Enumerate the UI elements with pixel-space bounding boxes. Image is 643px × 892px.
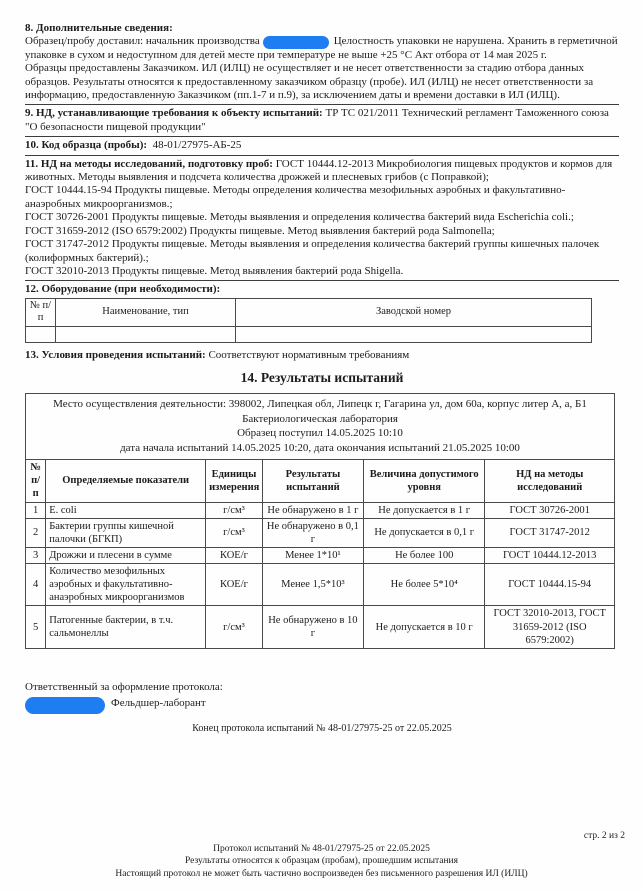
sample-code: 48-01/27975-АБ-25 <box>152 139 242 152</box>
equipment-col-serial: Заводской номер <box>236 298 592 326</box>
section-13-label: 13. Условия проведения испытаний: <box>25 348 206 361</box>
divider <box>25 155 619 156</box>
section-8-delivery-paragraph: Образец/пробу доставил: начальник производства Целостность упаковки не нарушена. Хранить в герметичной упаковке в сухом и недоступном для детей месте при температуре не выше +25 °C Акт отбора от 14 мая 2025 г. <box>25 35 618 61</box>
col-header-unit: Единицы измерения <box>206 460 263 502</box>
signer-role: Фельдшер-лаборант <box>111 697 206 710</box>
col-header-allowed: Величина допустимого уровня <box>363 460 484 502</box>
divider <box>25 280 619 281</box>
section-8 <box>25 22 619 102</box>
laboratory-name: Бактериологическая лаборатория <box>242 412 398 425</box>
section-13-value: Соответствуют нормативным требованиям <box>208 348 410 361</box>
section-13 <box>25 349 619 362</box>
results-table <box>25 393 615 649</box>
method-item: 11. НД на методы исследований, подготовку проб: ГОСТ 10444.12-2013 Микробиология пищевых продуктов и кормов для животных. Методы выявления и подсчета количества дрожжей и плесневых грибов (с Поправкой); <box>25 157 613 184</box>
section-10 <box>25 139 619 152</box>
col-header-result: Результаты испытаний <box>262 460 363 502</box>
signature-row <box>25 697 619 710</box>
footer-protocol-line: Протокол испытаний № 48-01/27975-25 от 22.05.2025 <box>213 843 430 854</box>
protocol-end-line: Конец протокола испытаний № 48-01/27975-25 от 22.05.2025 <box>192 722 452 734</box>
col-header-num: № п/п <box>26 460 46 502</box>
results-info-cell <box>26 393 615 459</box>
method-item: ГОСТ 10444.15-94 Продукты пищевые. Методы определения количества мезофильных аэробных и факультативно-анаэробных микроорганизмов.; <box>25 184 566 210</box>
signature-label: Ответственный за оформление протокола: <box>25 680 223 693</box>
section-12 <box>25 283 619 343</box>
sample-received: Образец поступил 14.05.2025 10:10 <box>237 427 403 440</box>
section-9-value: ТР ТС 021/2011 Технический регламент Таможенного союза "О безопасности пищевой продукции" <box>25 107 609 133</box>
table-row: 2 Бактерии группы кишечной палочки (БГКП) г/см³ Не обнаружено в 0,1 г Не допускается в 0,1 г ГОСТ 31747-2012 <box>26 518 615 547</box>
equipment-col-num: № п/п <box>26 298 56 326</box>
results-title: 14. Результаты испытаний <box>240 370 404 386</box>
method-item: ГОСТ 30726-2001 Продукты пищевые. Методы выявления и определения количества бактерий вида Escherichia coli.; <box>25 211 574 224</box>
page-number: стр. 2 из 2 <box>583 830 625 841</box>
equipment-col-name: Наименование, тип <box>56 298 236 326</box>
section-8-disclaimer: Образцы предоставлены Заказчиком. ИЛ (ИЛЦ) не осуществляет и не несет ответственности за стадию отбора данных образцов. Результаты относятся к предоставленному заказчиком образцу (пробе). ИЛ (ИЛЦ) не несет ответственности за информацию, предоставленную Заказчиком (пп.1-7 и п.9), за исключением даты и времени доставки в ИЛ (ИЛЦ). <box>25 62 594 102</box>
signature-block <box>25 681 619 711</box>
method-item: ГОСТ 31659-2012 (ISO 6579:2002) Продукты пищевые. Метод выявления бактерий рода Salmonella; <box>25 224 495 237</box>
redaction-box-deliverer <box>263 36 329 49</box>
equipment-header-row <box>26 298 592 326</box>
equipment-table <box>25 298 592 343</box>
activity-place: Место осуществления деятельности: 398002, Липецкая обл, Липецк г, Гагарина ул, дом 60а, корпус литер А, а, Б1 <box>53 397 587 410</box>
section-8-heading: 8. Дополнительные сведения: <box>25 22 173 34</box>
page-footer <box>0 830 643 880</box>
section-11 <box>25 158 619 279</box>
table-row: 5 Патогенные бактерии, в т.ч. сальмонеллы г/см³ Не обнаружено в 10 г Не допускается в 10 г ГОСТ 32010-2013, ГОСТ 31659-2012 (ISO 6579:2002) <box>26 606 615 648</box>
section-12-heading: 12. Оборудование (при необходимости): <box>25 283 221 296</box>
redaction-box-signer <box>25 697 105 714</box>
method-item: ГОСТ 32010-2013 Продукты пищевые. Метод выявления бактерий рода Shigella. <box>25 264 404 277</box>
footer-copyright-line: Настоящий протокол не может быть частично воспроизведен без письменного разрешения ИЛ (ИЛЦ) <box>115 868 528 879</box>
col-header-indicator: Определяемые показатели <box>46 460 206 502</box>
section-14 <box>25 370 619 648</box>
footer-results-line: Результаты относятся к образцам (пробам), прошедшим испытания <box>185 856 458 867</box>
divider <box>25 104 619 105</box>
section-11-label: 11. НД на методы исследований, подготовку проб: <box>25 157 273 170</box>
method-item: ГОСТ 31747-2012 Продукты пищевые. Методы выявления и определения количества бактерий группы кишечных палочек (колиформных бактерий).; <box>25 238 600 264</box>
test-dates: дата начала испытаний 14.05.2025 10:20, дата окончания испытаний 21.05.2025 10:00 <box>120 442 520 455</box>
results-info-row <box>26 393 615 459</box>
section-9 <box>25 107 619 134</box>
section-9-label: 9. НД, устанавливающие требования к объекту испытаний: <box>25 107 323 120</box>
table-row: 4 Количество мезофильных аэробных и факультативно-анаэробных микроорганизмов КОЕ/г Менее 1,5*10³ Не более 5*10⁴ ГОСТ 10444.15-94 <box>26 564 615 606</box>
divider <box>25 136 619 137</box>
col-header-method: НД на методы исследований <box>485 460 615 502</box>
section-10-label: 10. Код образца (пробы): <box>25 139 148 152</box>
table-row: 3 Дрожжи и плесени в сумме КОЕ/г Менее 1*10¹ Не более 100 ГОСТ 10444.12-2013 <box>26 547 615 563</box>
table-row: 1 E. coli г/см³ Не обнаружено в 1 г Не допускается в 1 г ГОСТ 30726-2001 <box>26 502 615 518</box>
equipment-empty-row <box>26 326 592 342</box>
results-header-row <box>26 460 615 502</box>
